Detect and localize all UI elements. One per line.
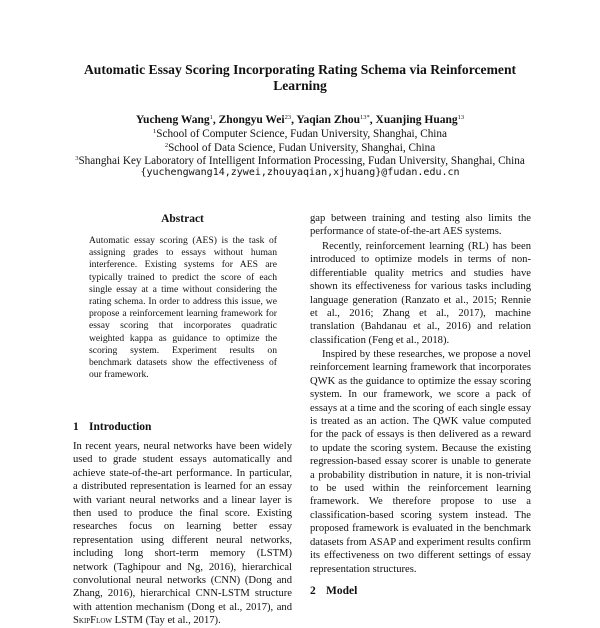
author-affiliation-mark: 13 bbox=[457, 114, 465, 121]
affiliation-mark: 3 bbox=[75, 155, 79, 162]
affiliation-text: School of Data Science, Fudan University, Shanghai, China bbox=[168, 142, 436, 154]
author-name: Yucheng Wang bbox=[135, 114, 210, 126]
author-name: Zhongyu Wei bbox=[218, 114, 285, 126]
skipflow-term: SkipFlow bbox=[73, 615, 113, 627]
section-title: Model bbox=[326, 585, 358, 597]
abstract-text: Automatic essay scoring (AES) is the task of assigning grades to essays without human interference. Existing systems for AES are typically trained to predict the score of each single essay at a time without considering the rating schema. In order to address this issue, we propose a reinforcement learning framework for essay scoring that incorporates quadratic weighted kappa as guidance to optimize the scoring system. Experiment results on benchmark datasets show the effectiveness of our framework. bbox=[89, 235, 277, 381]
author-list: Yucheng Wang$^1$, Zhongyu Wei$^{23}$, Yaqian Zhou$^{13*}$, Xuanjing Huang$^{13}$ bbox=[135, 114, 465, 126]
author-affiliation-mark: 1 bbox=[209, 114, 213, 121]
abstract-heading: Abstract bbox=[161, 213, 204, 225]
section-heading-introduction bbox=[73, 420, 151, 434]
section-heading-model bbox=[310, 584, 357, 598]
right-paragraph-3: Inspired by these researches, we propose a novel reinforcement learning framework that incorporates QWK as the guidance to optimize the essay scoring system. In our framework, we score a pack of essays at a time and the scoring of each single essay is treated as an action. The QWK value computed for the pack of essays is then delivered as a reward to update the scoring system. Because the existing regression-based essay scorer is unable to generate a probability distribution in nature, it is non-trivial to be used within the reinforcement learning framework. We therefore propose to use a classification-based scoring system instead. The proposed framework is evaluated in the benchmark datasets from ASAP and experiment results confirm its effectiveness on two different settings of essay representation structures. bbox=[310, 349, 531, 575]
section-number: 1 bbox=[73, 421, 79, 433]
author-affiliation-mark: 23 bbox=[284, 114, 292, 121]
section-number: 2 bbox=[310, 585, 316, 597]
author-affiliation-mark: 13* bbox=[360, 114, 370, 121]
right-paragraph-2: Recently, reinforcement learning (RL) has been introduced to optimize models in terms of non-differentiable quality metrics and studies have shown its effectiveness for various tasks including language generation (Ranzato et al., 2015; Rennie et al., 2016; Zhang et al., 2017), machine translation (Bahdanau et al., 2016) and relation classification (Feng et al., 2018). bbox=[310, 241, 531, 346]
section-title: Introduction bbox=[89, 421, 152, 433]
right-paragraph-1: gap between training and testing also limits the performance of state-of-the-art AES systems. bbox=[310, 213, 531, 238]
affiliation-mark: 1 bbox=[153, 128, 157, 135]
affiliation-text: Shanghai Key Laboratory of Intelligent Information Processing, Fudan University, Shanghai, China bbox=[78, 155, 525, 167]
paper-title: Automatic Essay Scoring Incorporating Rating Schema via Reinforcement Learning bbox=[83, 62, 517, 93]
affiliation-mark: 2 bbox=[164, 142, 169, 149]
affiliation-text: School of Computer Science, Fudan University, Shanghai, China bbox=[156, 128, 447, 140]
intro-text: In recent years, neural networks have been widely used to grade student essays automatically and achieve state-of-the-art performance. In particular, a distributed representation is learned for an essay with variant neural networks and a linear layer is then used to produce the final score. Existing researches focus on learning better essay representation using different neural networks, including long short-term memory (LSTM) network (Taghipour and Ng, 2016), hierarchical convolutional neural networks (CNN) (Dong and Zhang, 2016), hierarchical CNN-LSTM structure with attention mechanism (Dong et al., 2017), and bbox=[73, 441, 292, 613]
author-name: Xuanjing Huang bbox=[375, 114, 458, 126]
author-email: {yuchengwang14,zywei,zhouyaqian,xjhuang}@fudan.edu.cn bbox=[140, 167, 460, 178]
author-name: Yaqian Zhou bbox=[296, 114, 361, 126]
intro-text-end: LSTM (Tay et al., 2017). bbox=[114, 615, 221, 627]
